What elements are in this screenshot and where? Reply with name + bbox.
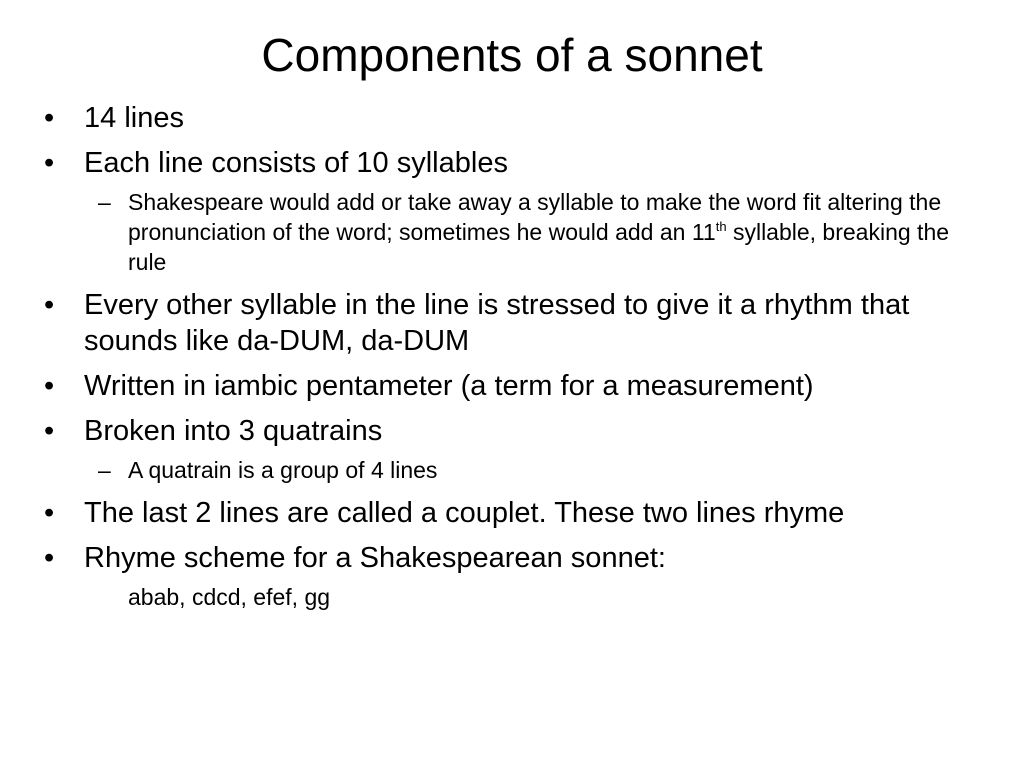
sub-item-text: A quatrain is a group of 4 lines [128, 457, 438, 483]
slide-body [0, 96, 1024, 612]
bullet-item-rhyme-scheme [0, 540, 1024, 576]
bullet-text: Rhyme scheme for a Shakespearean sonnet: [84, 542, 666, 574]
bullet-text: Written in iambic pentameter (a term for a measurement) [84, 370, 814, 402]
bullet-icon: • [44, 497, 55, 529]
bullet-text: 14 lines [84, 102, 184, 134]
bullet-text: The last 2 lines are called a couplet. These two lines rhyme [84, 497, 845, 529]
bullet-icon: • [44, 542, 55, 574]
bullet-icon: • [44, 102, 55, 134]
bullet-item-couplet [0, 495, 1024, 531]
bullet-item-14-lines [0, 100, 1024, 136]
bullet-item-iambic [0, 368, 1024, 404]
sub-item-quatrain-definition [0, 455, 1024, 485]
dash-icon: – [98, 189, 111, 215]
bullet-icon: • [44, 147, 55, 179]
ordinal-superscript: th [715, 219, 727, 234]
rhyme-scheme-pattern [0, 582, 1024, 612]
bullet-text: Each line consists of 10 syllables [84, 147, 508, 179]
sub-item-text-after: syllable, breaking the rule [128, 219, 950, 275]
bullet-text: Broken into 3 quatrains [84, 415, 383, 447]
bullet-text: Every other syllable in the line is stressed to give it a rhythm that sounds like da-DUM, da-DUM [84, 289, 910, 357]
bullet-icon: • [44, 289, 55, 321]
dash-icon: – [98, 457, 111, 483]
bullet-item-syllables [0, 145, 1024, 181]
sub-item-shakespeare-syllable [0, 187, 1024, 277]
bullet-item-stressed [0, 287, 1024, 359]
bullet-icon: • [44, 415, 55, 447]
sub-item-text-before: Shakespeare would add or take away a syllable to make the word fit altering the pronunciation of the word; sometimes he would add an 11 [128, 189, 942, 245]
bullet-icon: • [44, 370, 55, 402]
slide-title: Components of a sonnet [261, 29, 763, 81]
rhyme-scheme-text: abab, cdcd, efef, gg [128, 584, 331, 610]
bullet-item-quatrains [0, 413, 1024, 449]
